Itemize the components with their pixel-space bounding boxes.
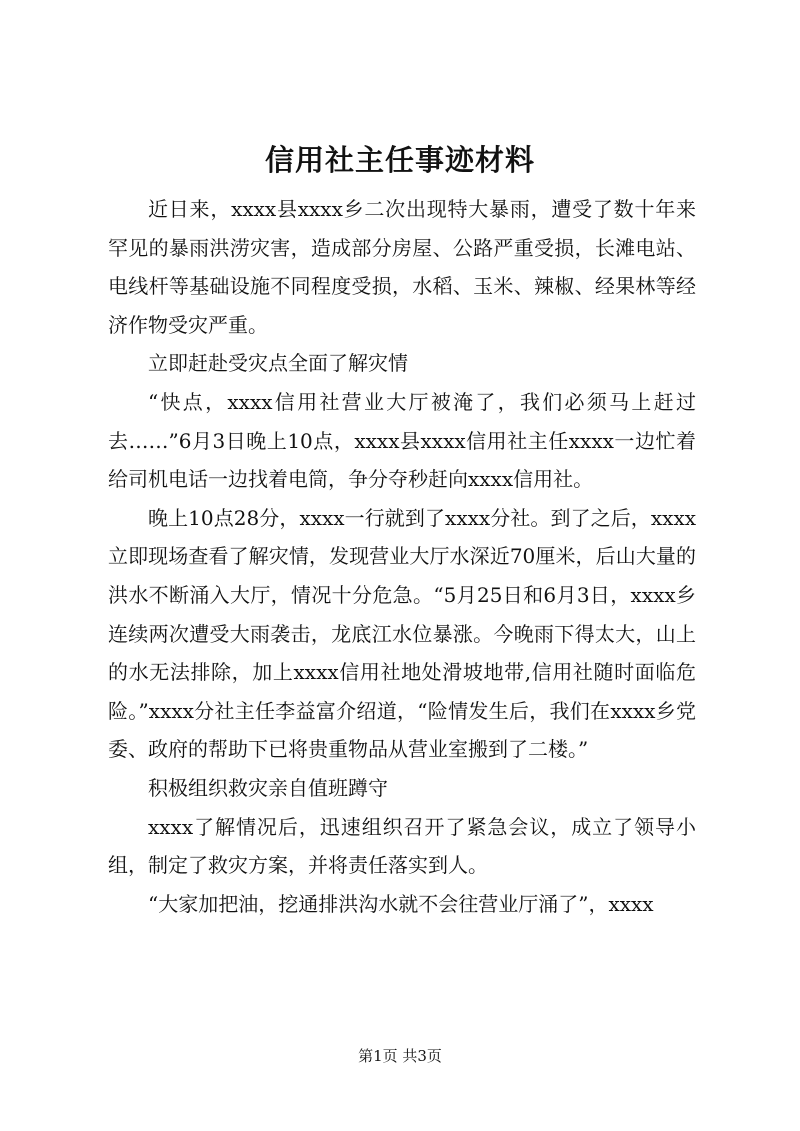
paragraph-emergency-meeting: xxxx了解情况后，迅速组织召开了紧急会议，成立了领导小组，制定了救灾方案，并将责任落实到人。 (108, 814, 696, 878)
paragraph-intro: 近日来，xxxx县xxxx乡二次出现特大暴雨，遭受了数十年来罕见的暴雨洪涝灾害，造成部分房屋、公路严重受损，长滩电站、电线杆等基础设施不同程度受损，水稻、玉米、辣椒、经果林等经济作物受灾严重。 (108, 197, 696, 337)
paragraph-site-inspection: 晚上10点28分，xxxx一行就到了xxxx分社。到了之后，xxxx立即现场查看了解灾情，发现营业大厅水深近70厘米，后山大量的洪水不断涌入大厅，情况十分危急。“5月25日和6月3日，xxxx乡连续两次遭受大雨袭击，龙底江水位暴涨。今晚雨下得太大，山上的水无法排除，加上xxxx信用社地处滑坡地带,信用社随时面临危险。”xxxx分社主任李益富介绍道，“险情发生后，我们在xxxx乡党委、政府的帮助下已将贵重物品从营业室搬到了二楼。” (108, 505, 696, 762)
document-title: 信用社主任事迹材料 (264, 143, 535, 177)
section-heading-2: 积极组织救灾亲自值班蹲守 (148, 775, 388, 800)
paragraph-encouragement: “大家加把油，挖通排洪沟水就不会往营业厅涌了”，xxxx (148, 891, 654, 916)
paragraph-urgent-call: “快点，xxxx信用社营业大厅被淹了，我们必须马上赶过去……”6月3日晚上10点，xxxx县xxxx信用社主任xxxx一边忙着给司机电话一边找着电筒，争分夺秒赶向xxxx信用社。 (108, 389, 696, 492)
section-heading-1: 立即赶赴受灾点全面了解灾情 (148, 351, 408, 376)
document-body (108, 190, 696, 923)
page-number: 第1页 共3页 (358, 1047, 442, 1065)
